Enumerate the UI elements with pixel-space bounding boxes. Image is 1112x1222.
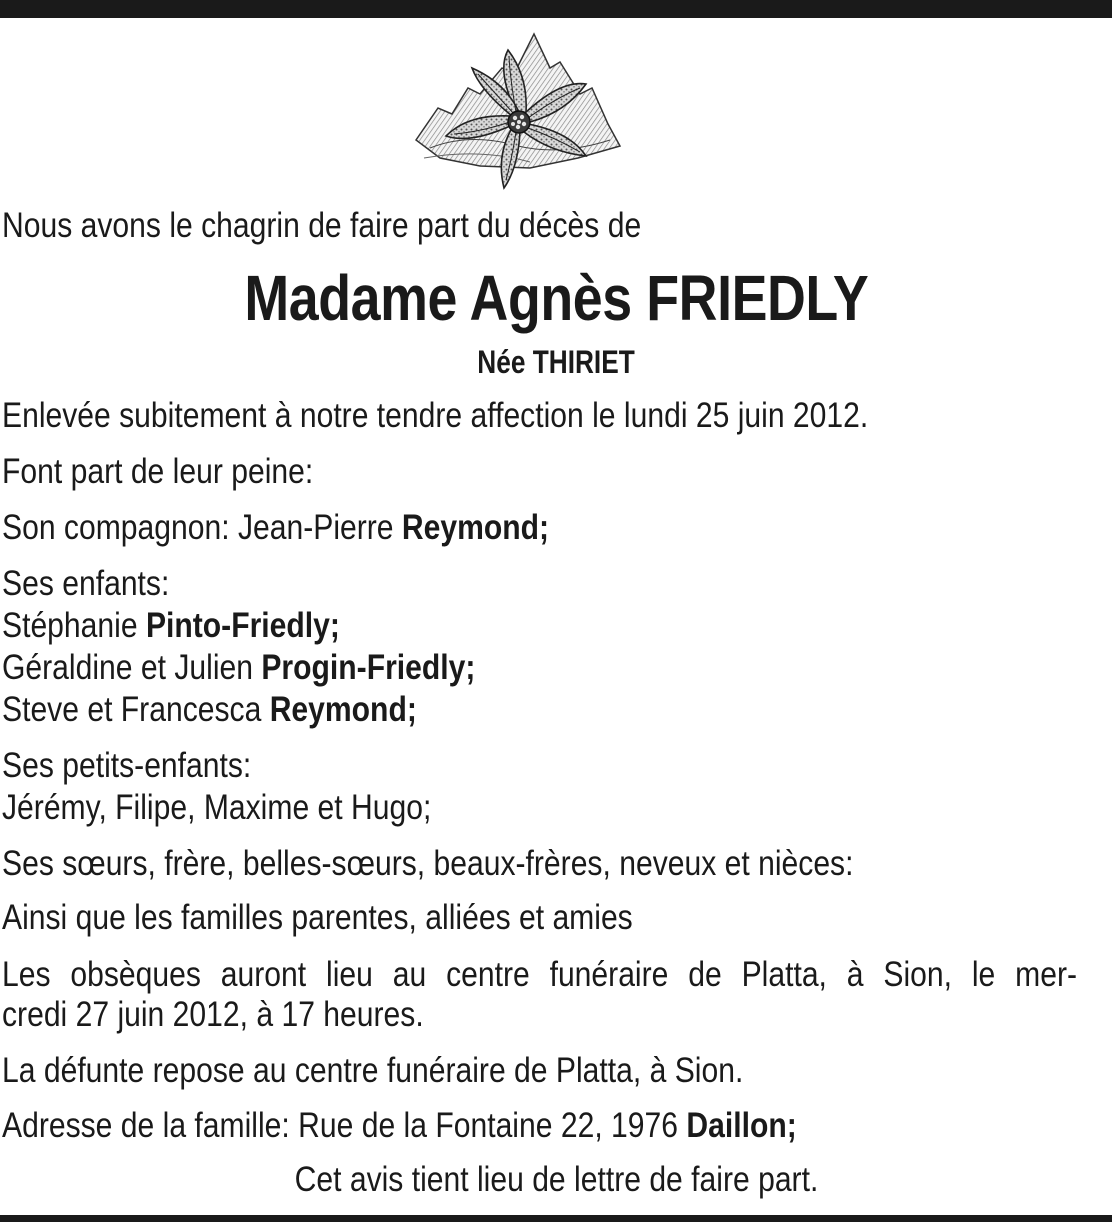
deceased-name [0,262,1112,334]
death-announcement: Enlevée subitement à notre tendre affection le lundi 25 juin 2012. [2,396,869,435]
address-prefix: Adresse de la famille: Rue de la Fontaine 22, 1976 [2,1106,687,1145]
child-given: Steve et Francesca [2,690,270,729]
maiden-name-text: Née THIRIET [477,344,635,380]
child-surname: Progin-Friedly; [261,648,476,687]
funeral-details-line1: Les obsèques auront lieu au centre funéraire de Platta, à Sion, le mer- [2,955,1077,994]
child-line [2,690,417,730]
child-given: Géraldine et Julien [2,648,262,687]
grandchildren-list: Jérémy, Filipe, Maxime et Hugo; [2,788,432,827]
top-border-rule [0,0,1112,18]
funeral-details [2,955,1077,1035]
child-surname: Reymond; [269,690,417,729]
edelweiss-mountain-icon [410,28,624,194]
bottom-border-rule [0,1215,1112,1222]
child-line [2,606,340,646]
intro-text: Nous avons le chagrin de faire part du décès de [2,206,642,245]
siblings-line: Ses sœurs, frère, belles-sœurs, beaux-frères, neveux et nièces: [2,844,854,883]
deceased-name-text: Madame Agnès FRIEDLY [244,262,868,334]
child-surname: Pinto-Friedly; [145,606,340,645]
closing-note-text: Cet avis tient lieu de lettre de faire part. [294,1160,818,1199]
companion-surname: Reymond; [401,508,550,547]
children-heading: Ses enfants: [2,564,170,603]
companion-prefix: Son compagnon: Jean-Pierre [2,508,402,547]
funeral-details-line2: credi 27 juin 2012, à 17 heures. [2,995,424,1034]
maiden-name [0,342,1112,382]
closing-note [0,1160,1112,1200]
family-address [2,1106,797,1146]
child-given: Stéphanie [2,606,146,645]
families-line: Ainsi que les familles parentes, alliées et amies [2,898,633,937]
address-locality: Daillon; [686,1106,797,1145]
mourners-intro: Font part de leur peine: [2,452,314,491]
grandchildren-heading: Ses petits-enfants: [2,746,252,785]
companion-line [2,508,549,548]
child-line [2,648,475,688]
resting-place: La défunte repose au centre funéraire de Platta, à Sion. [2,1051,744,1090]
